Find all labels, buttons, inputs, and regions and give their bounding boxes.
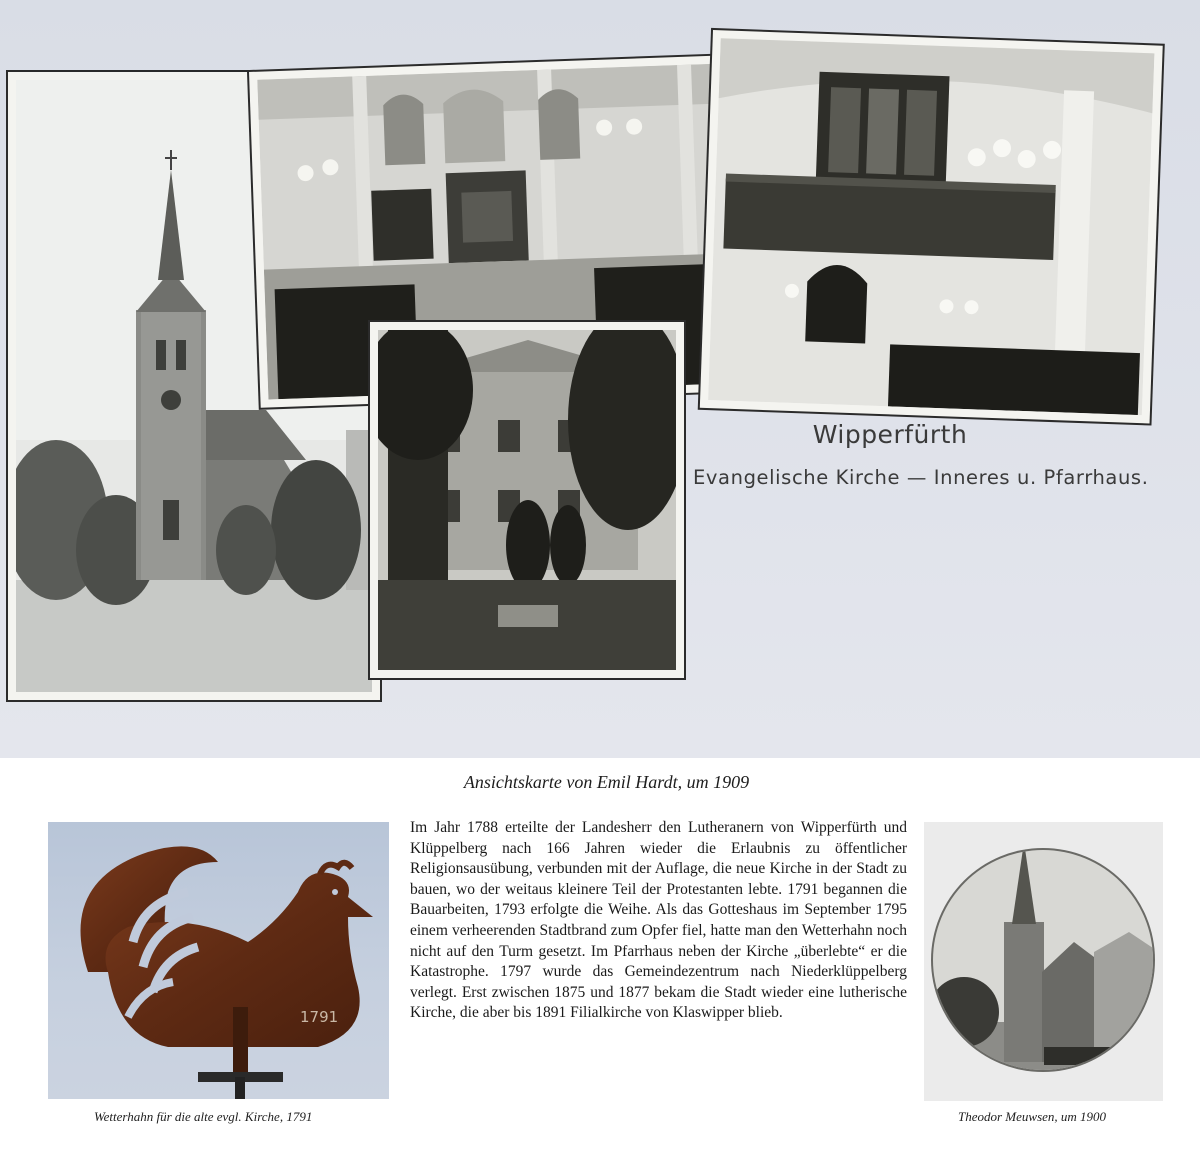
- body-paragraph: Im Jahr 1788 erteilte der Landesherr den Lutheranern von Wipperfürth und Klüppelberg nach 166 Jahren wieder die Erlaubnis zu öffentlicher Religionsausübung, verbunden mit der Auflage, die neue Kirche in der Stadt zu bauen, wo der weitaus kleinere Teil der Protestanten lebte. 1791 begannen die Bauarbeiten, 1793 erfolgte die Weihe. Als das Gotteshaus im September 1795 einem verheerenden Stadtbrand zum Opfer fiel, hatte man den Wetterhahn noch nicht auf den Turm gesetzt. Im Pfarrhaus neben der Kirche „überlebte“ er die Katastrophe. 1797 wurde das Gemeindezentrum nach Niederklüppelberg verlegt. Erst zwischen 1875 und 1877 bekam die Stadt wieder eine lutherische Kirche, die aber bis 1891 Filialkirche von Klaswipper blieb.: [410, 819, 907, 1022]
- postcard-title: Wipperfürth: [812, 420, 968, 449]
- postcard-caption: Ansichtskarte von Emil Hardt, um 1909: [463, 772, 750, 792]
- vane-engraving: 1791: [300, 1008, 339, 1026]
- postcard-subtitle: Evangelische Kirche — Inneres u. Pfarrhaus.: [693, 466, 1149, 489]
- weathervane-caption: Wetterhahn für die alte evgl. Kirche, 1791: [94, 1109, 313, 1124]
- church-portrait-photo: [924, 822, 1163, 1101]
- weathervane-photo: [48, 822, 389, 1099]
- pfarrhaus-photo: [370, 322, 684, 678]
- church-organ-photo: [700, 30, 1163, 423]
- portrait-caption: Theodor Meuwsen, um 1900: [958, 1109, 1107, 1124]
